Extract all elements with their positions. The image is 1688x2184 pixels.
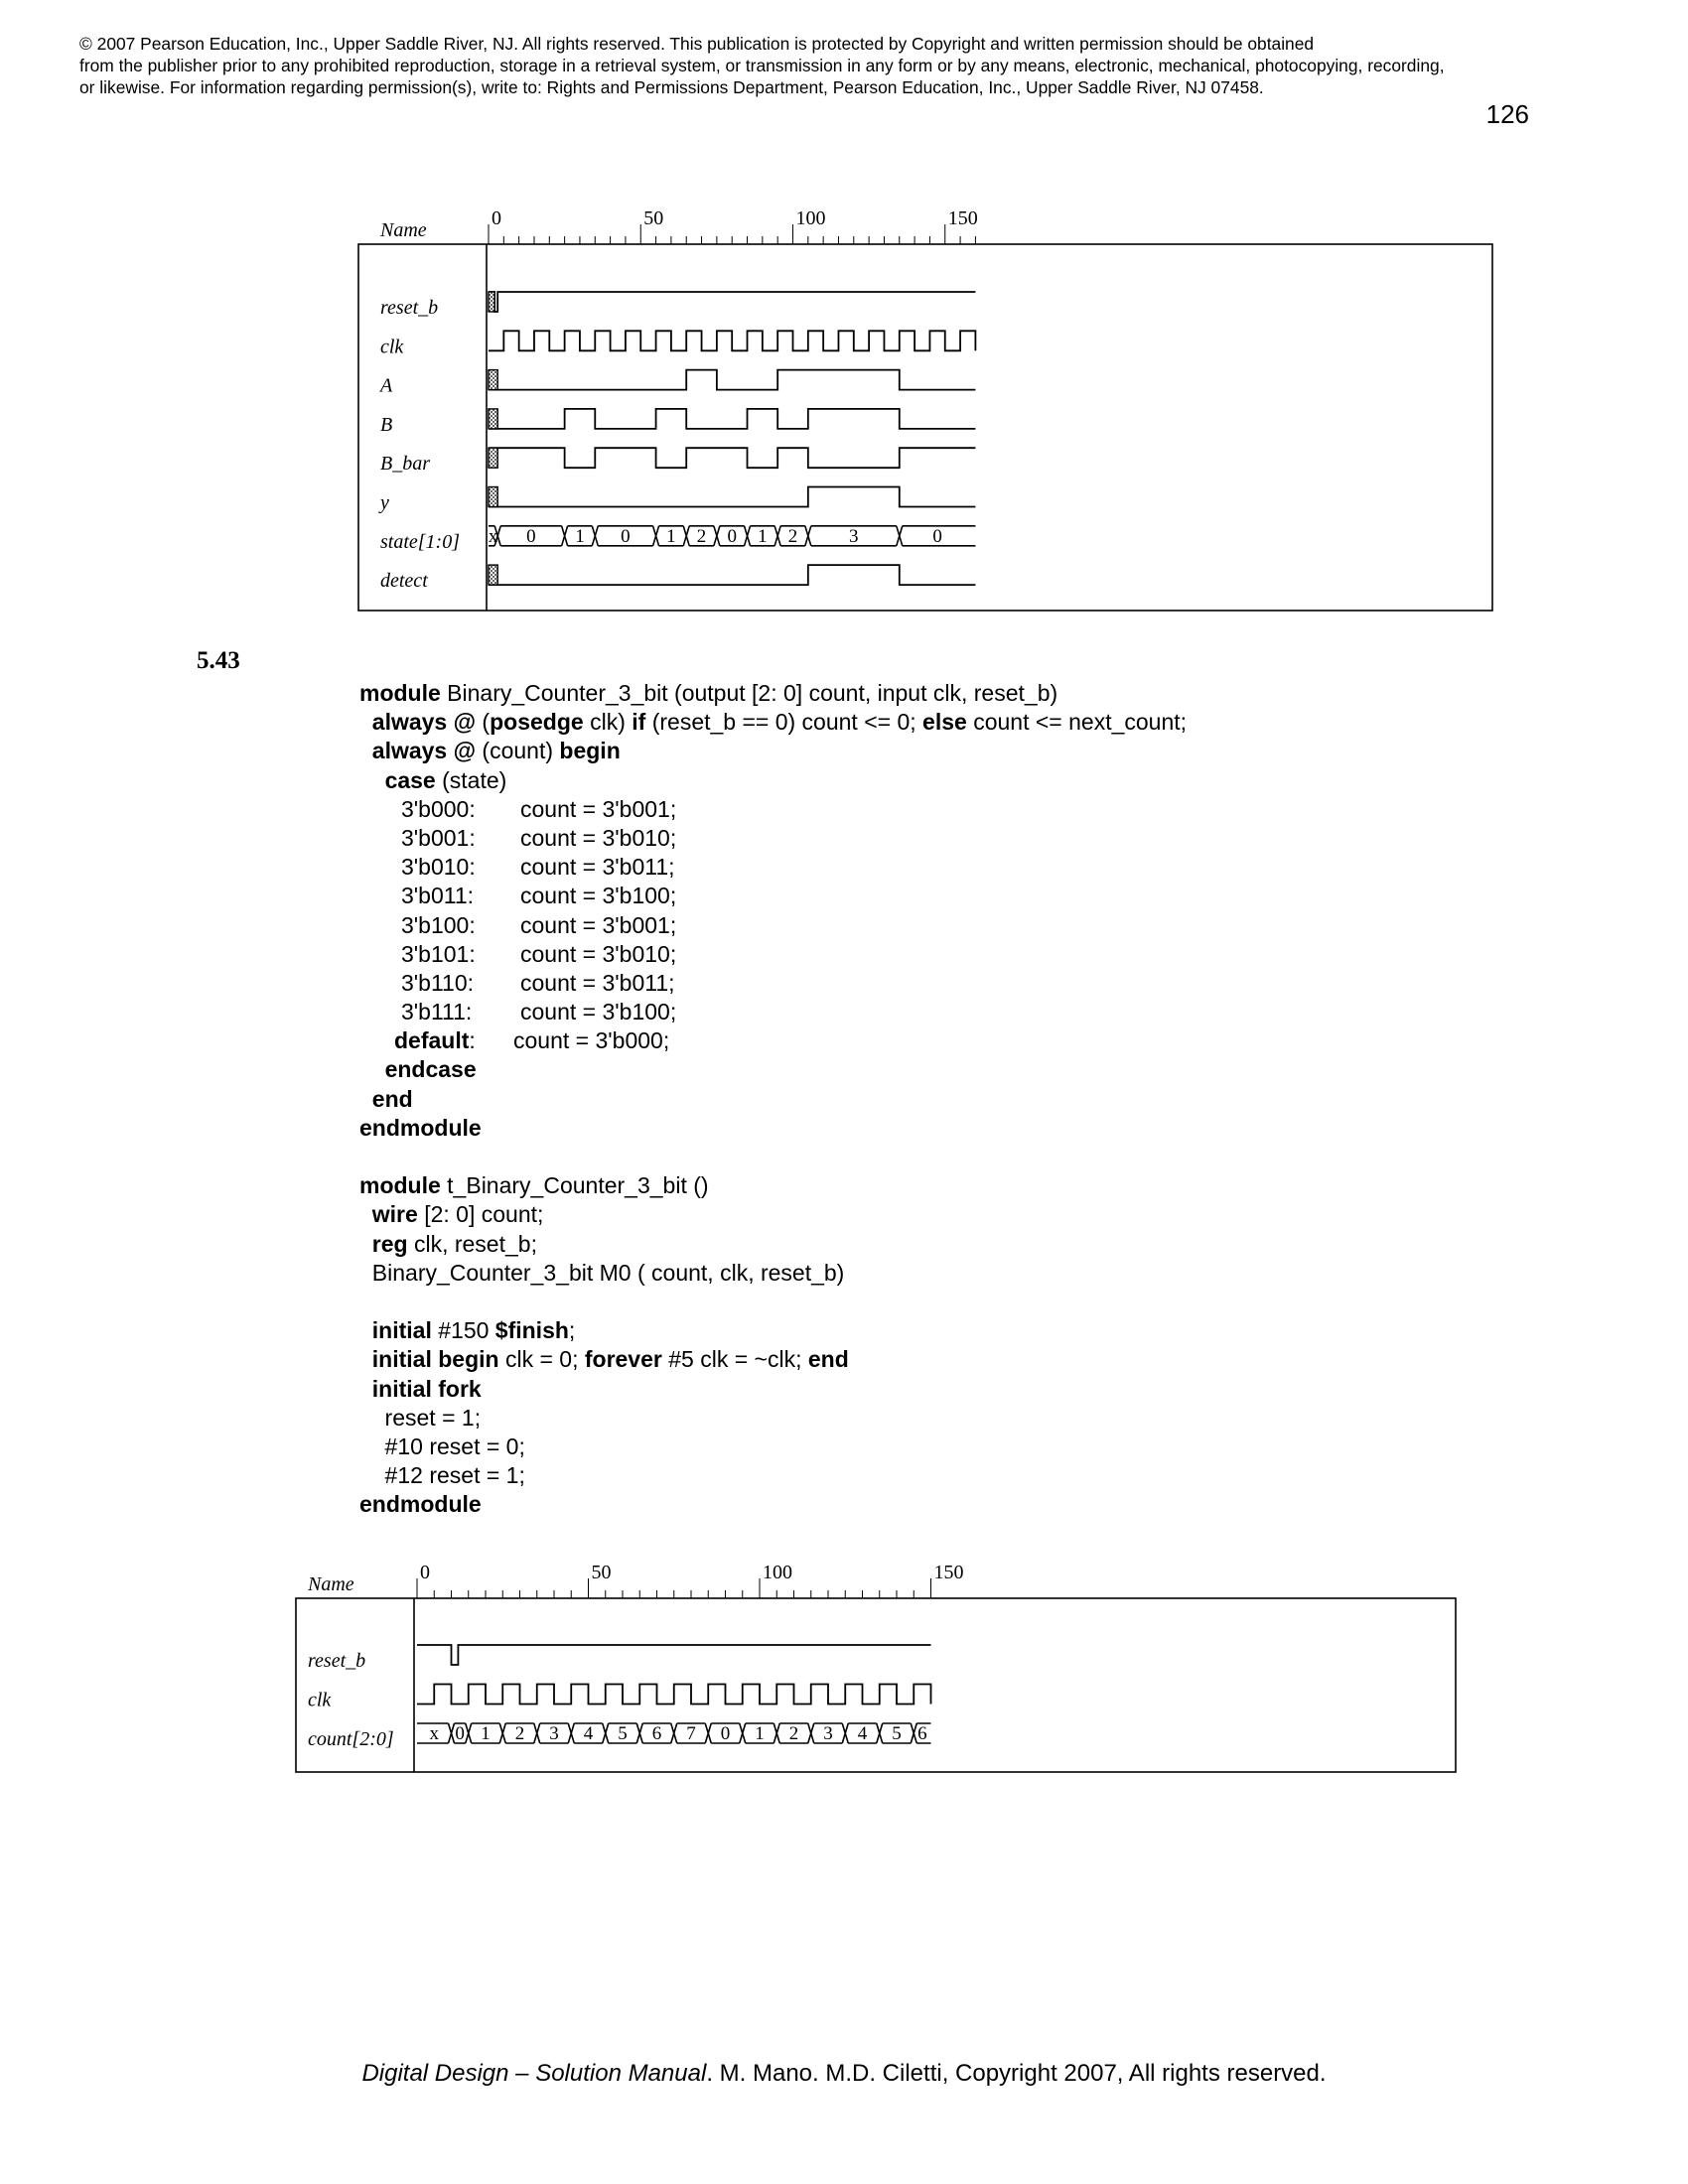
bus-value-label: 6 — [651, 1723, 662, 1744]
ruler-label: 50 — [591, 1562, 612, 1583]
ruler-label: 0 — [492, 207, 501, 229]
page-number: 126 — [1485, 99, 1529, 129]
bus-value-label: x — [488, 525, 498, 547]
code-line: end — [371, 1085, 413, 1112]
bus-value-label: 2 — [787, 525, 798, 547]
code-line: always @ (count) begin — [371, 738, 621, 764]
bus-value-label: 2 — [696, 525, 707, 547]
code-line: endmodule — [359, 1114, 482, 1141]
ruler-label: 0 — [420, 1562, 430, 1583]
signal-name: B_bar — [380, 453, 430, 476]
name-column-header: Name — [380, 219, 427, 241]
bus-value-label: 0 — [621, 525, 631, 547]
ruler-label: 150 — [933, 1562, 964, 1583]
ruler-label: 100 — [795, 207, 826, 229]
case-statement: count = 3'b011; — [520, 854, 675, 881]
case-label: 3'b100: — [401, 911, 476, 938]
bus-value-label: 7 — [686, 1723, 696, 1744]
code-line: module t_Binary_Counter_3_bit () — [359, 1172, 709, 1199]
footer-credits: . M. Mano. M.D. Ciletti, Copyright 2007, All rights reserved. — [706, 2060, 1327, 2087]
bus-value-label: 1 — [666, 525, 676, 547]
bus-value-label: x — [429, 1723, 439, 1744]
bus-value-label: 1 — [755, 1723, 765, 1744]
signal-name: y — [380, 491, 389, 514]
copyright-line: or likewise. For information regarding permission(s), write to: Rights and Permissions Department, Pearson Education, Inc., Upper Saddle River, NJ 07458. — [79, 77, 1264, 97]
case-label: 3'b010: — [401, 854, 476, 881]
case-label: 3'b011: — [401, 883, 475, 909]
bus-value-label: 2 — [788, 1723, 799, 1744]
ruler-label: 100 — [763, 1562, 792, 1583]
code-line: always @ (posedge clk) if (reset_b == 0) count <= 0; else count <= next_count; — [371, 709, 1188, 736]
case-statement: count = 3'b010; — [520, 824, 677, 851]
case-statement: count = 3'b100; — [520, 883, 677, 909]
case-label: 3'b000: — [401, 795, 476, 822]
signal-name: reset_b — [380, 297, 439, 319]
code-line: #10 reset = 0; — [359, 1433, 525, 1459]
signal-name: B — [380, 413, 393, 436]
signal-name: count[2:0] — [308, 1728, 394, 1750]
bus-value-label: 0 — [720, 1723, 731, 1744]
bus-value-label: 1 — [575, 525, 585, 547]
ruler-label: 150 — [947, 207, 978, 229]
case-label: 3'b101: — [401, 940, 476, 967]
code-line: wire [2: 0] count; — [371, 1201, 544, 1228]
case-statement: count = 3'b001; — [520, 911, 677, 938]
code-line: endcase — [384, 1056, 477, 1083]
code-line: #12 reset = 1; — [359, 1462, 525, 1489]
signal-name: reset_b — [308, 1650, 366, 1672]
ruler-label: 50 — [643, 207, 664, 229]
code-line: Binary_Counter_3_bit M0 ( count, clk, reset_b) — [359, 1259, 845, 1286]
case-statement: count = 3'b011; — [520, 969, 675, 996]
bus-value-label: 3 — [823, 1723, 833, 1744]
section-number: 5.43 — [197, 647, 240, 674]
code-line: module Binary_Counter_3_bit (output [2: 0] count, input clk, reset_b) — [359, 680, 1058, 706]
bus-value-label: 1 — [758, 525, 768, 547]
case-statement: count = 3'b010; — [520, 940, 677, 967]
waveform-reset-b — [417, 1645, 931, 1665]
waveform-clk — [417, 1685, 931, 1705]
signal-name: clk — [308, 1689, 332, 1711]
bus-value-label: 6 — [917, 1723, 927, 1744]
code-line: initial begin clk = 0; forever #5 clk = ~clk; end — [371, 1346, 849, 1373]
signal-name: A — [380, 374, 393, 397]
footer — [0, 2060, 1688, 2088]
case-statement: count = 3'b000; — [513, 1027, 670, 1054]
name-column-header: Name — [308, 1573, 354, 1595]
waveform-frame — [296, 1598, 1456, 1772]
bus-value-label: 1 — [481, 1723, 491, 1744]
bus-value-label: 0 — [526, 525, 536, 547]
bus-value-label: 3 — [549, 1723, 559, 1744]
case-label: 3'b111: — [401, 999, 473, 1025]
bus-value-label: 0 — [932, 525, 942, 547]
copyright-line: © 2007 Pearson Education, Inc., Upper Saddle River, NJ. All rights reserved. This publication is protected by Copyright and written permission should be obtained — [79, 34, 1315, 54]
case-statement: count = 3'b001; — [520, 795, 677, 822]
code-line: case (state) — [384, 766, 507, 793]
case-statement: count = 3'b100; — [520, 999, 677, 1025]
signal-name: clk — [380, 336, 404, 358]
case-label: 3'b110: — [401, 969, 475, 996]
bus-value-label: 4 — [583, 1723, 594, 1744]
signal-name: state[1:0] — [380, 530, 460, 553]
bus-value-label: 5 — [618, 1723, 628, 1744]
code-line: initial fork — [371, 1375, 482, 1402]
code-line: initial #150 $finish; — [371, 1317, 576, 1344]
bus-value-label: 3 — [849, 525, 859, 547]
bus-value-label: 0 — [727, 525, 737, 547]
code-line: reset = 1; — [359, 1404, 482, 1431]
copyright-line: from the publisher prior to any prohibited reproduction, storage in a retrieval system, or transmission in any form or by any means, electronic, mechanical, photocopying, recording, — [79, 56, 1445, 75]
code-line: endmodule — [359, 1491, 482, 1518]
bus-value-label: 4 — [857, 1723, 868, 1744]
footer-title: Digital Design – Solution Manual — [361, 2060, 707, 2087]
bus-value-label: 0 — [455, 1723, 465, 1744]
case-label: default: — [394, 1027, 476, 1054]
code-line: reg clk, reset_b; — [371, 1230, 537, 1257]
bus-value-label: 2 — [514, 1723, 525, 1744]
case-label: 3'b001: — [401, 824, 476, 851]
signal-name: detect — [380, 570, 428, 593]
bus-value-label: 5 — [892, 1723, 902, 1744]
